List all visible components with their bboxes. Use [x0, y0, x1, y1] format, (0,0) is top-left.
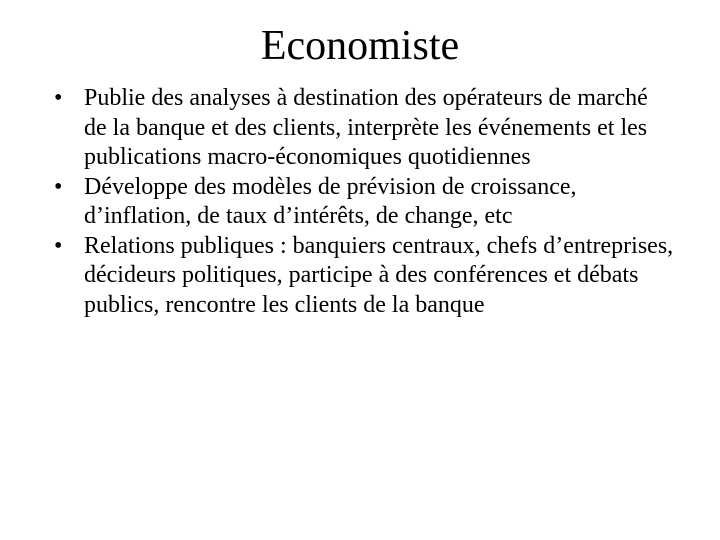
bullet-text: Développe des modèles de prévision de croissance, d’inflation, de taux d’intérêts, de change, etc — [84, 173, 577, 229]
bullet-icon: • — [54, 232, 63, 259]
slide-title: Economiste — [260, 23, 460, 69]
bullet-list — [54, 84, 674, 320]
bullet-item — [54, 173, 674, 232]
bullet-icon: • — [54, 85, 63, 111]
bullet-text: Publie des analyses à destination des opérateurs de marché de la banque et des clients, interprète les événements et les publications macro-économiques quotidiennes — [84, 85, 648, 170]
bullet-text: Relations publiques : banquiers centraux, chefs d’entreprises, décideurs politiques, participe à des conférences et débats publics, rencontre les clients de la banque — [84, 232, 674, 318]
bullet-item — [54, 232, 674, 321]
bullet-icon: • — [54, 173, 63, 200]
bullet-item — [54, 84, 674, 173]
